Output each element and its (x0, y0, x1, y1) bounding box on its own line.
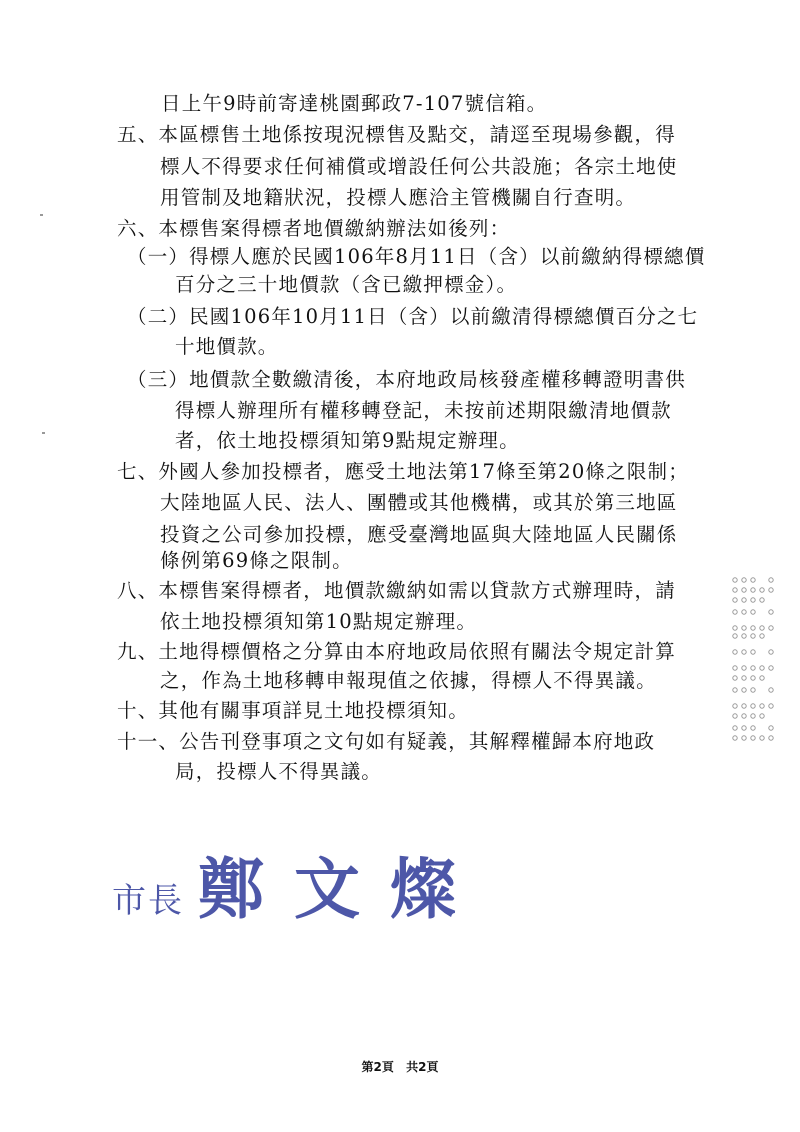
text-line: 六、本標售案得標者地價繳納辦法如後列： (117, 217, 511, 240)
perforation-dot (760, 666, 764, 670)
perforation-dot (760, 588, 764, 592)
mayor-signature-stamp (112, 836, 486, 931)
perforation-dot (751, 704, 755, 708)
perforation-dot (733, 588, 737, 592)
perforation-dot (742, 666, 746, 670)
text-line: 標人不得要求任何補償或增設任何公共設施；各宗土地使 (160, 155, 678, 178)
text-line: 用管制及地籍狀況，投標人應洽主管機關自行查明。 (160, 186, 637, 209)
perforation-dot (742, 578, 746, 582)
perforation-dot (751, 666, 755, 670)
perforation-dot (760, 626, 764, 630)
perforation-dot (769, 588, 773, 592)
perforation-dot (769, 726, 773, 730)
perforation-marks (732, 576, 776, 746)
perforation-dot (769, 736, 773, 740)
perforation-dot (751, 688, 755, 692)
text-line: 十地價款。 (175, 335, 279, 358)
text-line: 百分之三十地價款（含已繳押標金）。 (175, 273, 518, 296)
perforation-dot (742, 736, 746, 740)
perforation-dot (760, 736, 764, 740)
perforation-dot (742, 598, 746, 602)
perforation-dot (751, 626, 755, 630)
perforation-dot (760, 714, 764, 718)
perforation-dot (769, 626, 773, 630)
perforation-dot (733, 626, 737, 630)
text-line: 局，投標人不得異議。 (175, 760, 383, 783)
text-line: 七、外國人參加投標者，應受土地法第17條至第20條之限制； (117, 460, 689, 483)
perforation-dot (733, 650, 737, 654)
perforation-dot (742, 626, 746, 630)
perforation-dot (733, 610, 737, 614)
perforation-dot (733, 578, 737, 582)
text-line: （一）得標人應於民國106年8月11日（含）以前繳納得標總價 (127, 245, 706, 268)
perforation-dot (751, 588, 755, 592)
text-line: 條例第69條之限制。 (160, 549, 353, 572)
perforation-dot (733, 676, 737, 680)
text-line: 十、其他有關事項詳見土地投標須知。 (117, 699, 469, 722)
perforation-dot (733, 704, 737, 708)
perforation-dot (742, 634, 746, 638)
text-line: 者，依土地投標須知第9點規定辦理。 (175, 429, 520, 452)
text-line: 十一、公告刊登事項之文句如有疑義，其解釋權歸本府地政 (117, 730, 656, 753)
text-line: （二）民國106年10月11日（含）以前繳清得標總價百分之七 (127, 305, 699, 328)
perforation-dot (751, 598, 755, 602)
perforation-dot (751, 634, 755, 638)
text-line: 依土地投標須知第10點規定辦理。 (160, 610, 478, 633)
perforation-dot (751, 736, 755, 740)
perforation-dot (751, 650, 755, 654)
perforation-dot (742, 650, 746, 654)
perforation-dot (742, 676, 746, 680)
perforation-dot (742, 688, 746, 692)
perforation-dot (742, 704, 746, 708)
scan-speck (42, 432, 45, 434)
page-total: 共2頁 (406, 1060, 439, 1074)
perforation-dot (751, 610, 755, 614)
perforation-dot (760, 676, 764, 680)
text-line: （三）地價款全數繳清後，本府地政局核發產權移轉證明書供 (127, 368, 686, 391)
text-line: 九、土地得標價格之分算由本府地政局依照有關法令規定計算 (117, 640, 676, 663)
perforation-dot (760, 634, 764, 638)
perforation-dot (769, 650, 773, 654)
perforation-dot (742, 610, 746, 614)
perforation-dot (733, 598, 737, 602)
perforation-dot (769, 610, 773, 614)
text-line: 五、本區標售土地係按現況標售及點交，請逕至現場參觀，得 (117, 123, 676, 146)
perforation-dot (769, 688, 773, 692)
text-line: 得標人辦理所有權移轉登記，未按前述期限繳清地價款 (175, 399, 672, 422)
perforation-dot (742, 588, 746, 592)
perforation-dot (751, 676, 755, 680)
perforation-dot (760, 598, 764, 602)
perforation-dot (751, 578, 755, 582)
perforation-dot (733, 634, 737, 638)
perforation-dot (742, 726, 746, 730)
text-line: 大陸地區人民、法人、團體或其他機構，或其於第三地區 (160, 491, 678, 514)
text-line: 日上午9時前寄達桃園郵政7-107號信箱。 (161, 92, 548, 115)
text-line: 投資之公司參加投標，應受臺灣地區與大陸地區人民關係 (160, 523, 678, 546)
signature-name: 鄭文燦 (198, 850, 486, 928)
signature-title: 市長 (112, 881, 184, 921)
perforation-dot (733, 736, 737, 740)
perforation-dot (733, 714, 737, 718)
perforation-dot (733, 666, 737, 670)
perforation-dot (769, 704, 773, 708)
page-number: 第2頁 (361, 1060, 394, 1074)
perforation-dot (733, 726, 737, 730)
page-footer (0, 1058, 800, 1075)
perforation-dot (733, 688, 737, 692)
perforation-dot (769, 666, 773, 670)
perforation-dot (769, 578, 773, 582)
scan-speck (40, 214, 43, 216)
text-line: 八、本標售案得標者，地價款繳納如需以貸款方式辦理時，請 (117, 579, 676, 602)
text-line: 之，作為土地移轉申報現值之依據，得標人不得異議。 (160, 669, 657, 692)
perforation-dot (751, 714, 755, 718)
perforation-dot (742, 714, 746, 718)
perforation-dot (760, 704, 764, 708)
perforation-dot (751, 726, 755, 730)
